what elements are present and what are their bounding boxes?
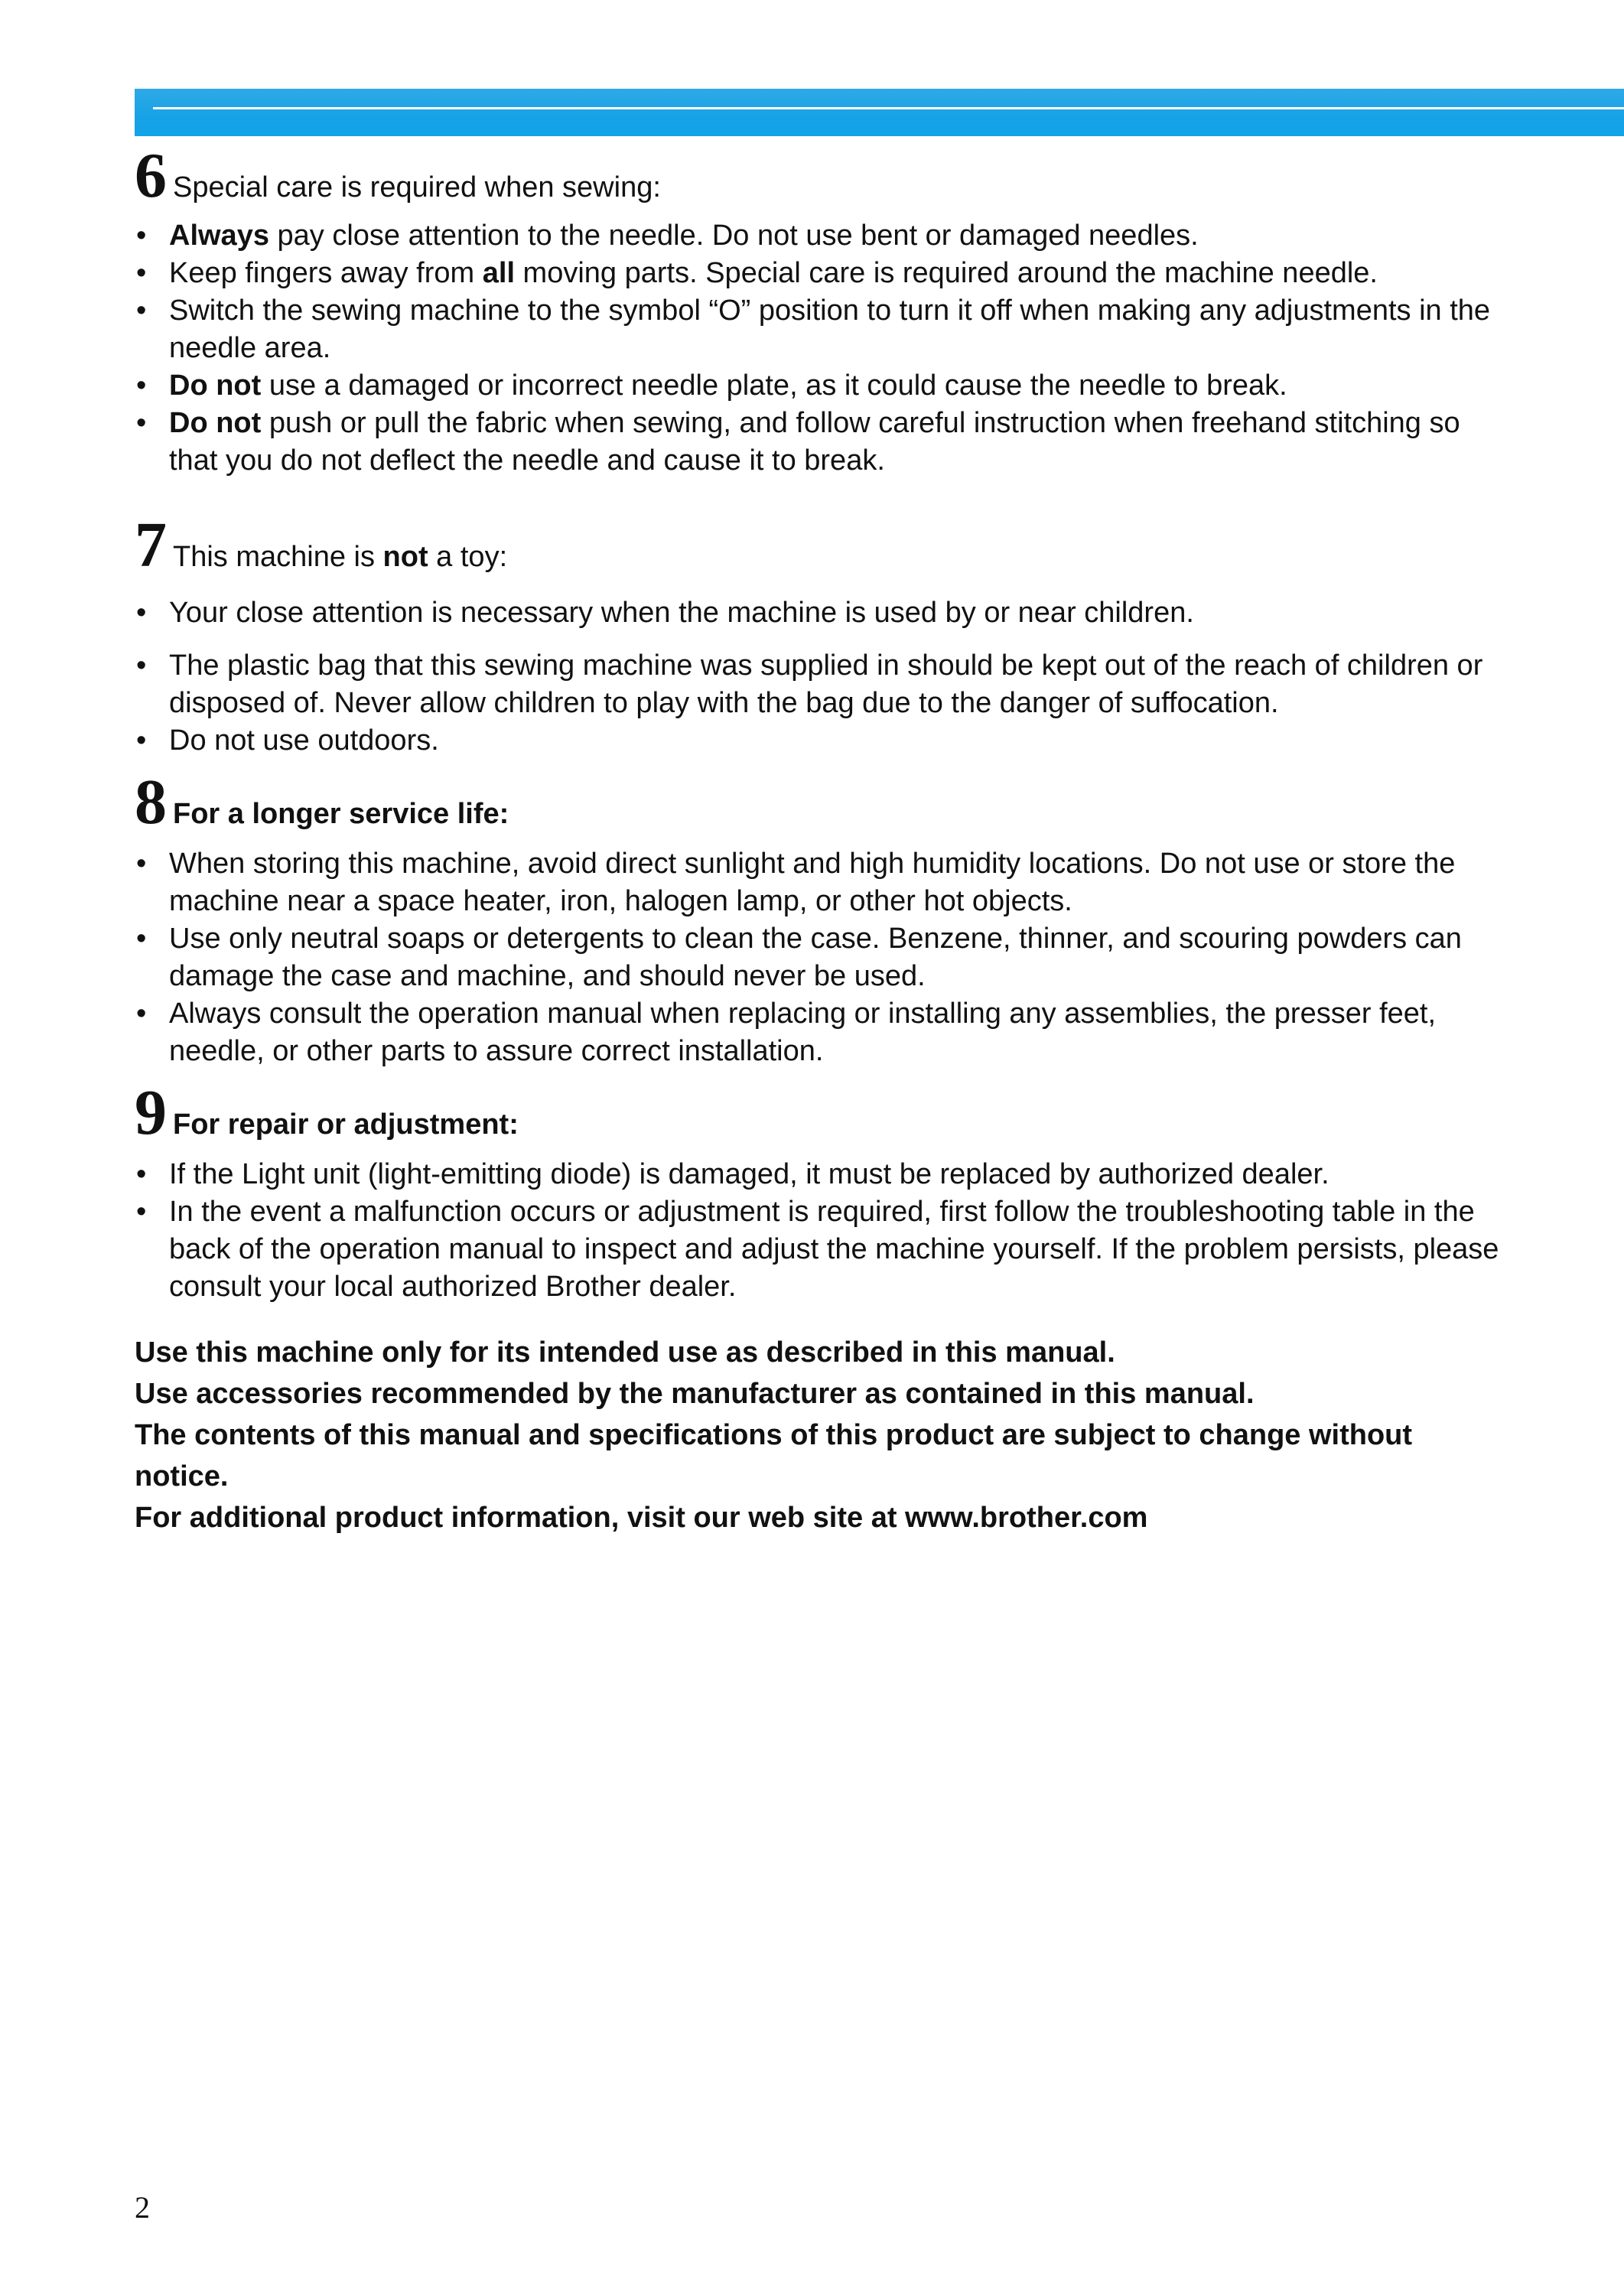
item-text: In the event a malfunction occurs or adjustment is required, first follow the troubleshooting table in the back of the operation manual to inspect and adjust the machine yourself. If the problem persists, please consult your local authorized Brother dealer. — [169, 1196, 1499, 1303]
emphasis: Do not — [169, 407, 262, 439]
section-number: 7 — [135, 509, 167, 581]
section-8 — [135, 767, 1512, 1070]
closing-line: The contents of this manual and specifications of this product are subject to change without notice. — [135, 1419, 1413, 1493]
item-text: Switch the sewing machine to the symbol “O” position to turn it off when making any adjustments in the needle area. — [169, 295, 1491, 364]
item-text: If the Light unit (light-emitting diode) is damaged, it must be replaced by authorized dealer. — [169, 1158, 1329, 1190]
section-number: 9 — [135, 1077, 167, 1148]
closing-line: Use accessories recommended by the manufacturer as contained in this manual. — [135, 1378, 1255, 1410]
list-item — [135, 647, 1512, 722]
section-number: 6 — [135, 140, 167, 211]
emphasis: all — [482, 257, 515, 289]
section-9 — [135, 1077, 1512, 1306]
list-item — [135, 1193, 1512, 1306]
section-7 — [135, 509, 1512, 760]
header-rule — [153, 107, 1624, 109]
bullet-list — [135, 594, 1512, 760]
section-8-heading — [135, 767, 1512, 838]
item-text: use a damaged or incorrect needle plate, as it could cause the needle to break. — [261, 369, 1287, 402]
list-item — [135, 845, 1512, 920]
item-text: Use only neutral soaps or detergents to clean the case. Benzene, thinner, and scouring powders can damage the case and machine, and should never be used. — [169, 923, 1462, 992]
closing-line: For additional product information, visit our web site at www.brother.com — [135, 1502, 1148, 1534]
closing-line: Use this machine only for its intended use as described in this manual. — [135, 1336, 1115, 1369]
item-text: pay close attention to the needle. Do not use bent or damaged needles. — [268, 220, 1199, 252]
list-item — [135, 594, 1512, 632]
list-item — [135, 920, 1512, 995]
list-item — [135, 995, 1512, 1070]
item-text: Always consult the operation manual when replacing or installing any assemblies, the presser feet, needle, or other parts to assure correct installation. — [169, 998, 1437, 1067]
bullet-list — [135, 845, 1512, 1070]
section-number: 8 — [135, 767, 167, 838]
list-item — [135, 405, 1512, 480]
section-title — [173, 539, 507, 575]
emphasis: not — [382, 541, 428, 573]
page-content — [135, 140, 1512, 1538]
item-text: Keep fingers away from — [169, 257, 483, 289]
list-item — [135, 255, 1512, 292]
item-text: push or pull the fabric when sewing, and follow careful instruction when freehand stitching so that you do not deflect the needle and cause it to break. — [169, 407, 1460, 477]
emphasis: Do not — [169, 369, 262, 402]
section-9-heading — [135, 1077, 1512, 1148]
section-title: Special care is required when sewing: — [173, 171, 661, 203]
title-text: a toy: — [428, 541, 508, 573]
item-text: When storing this machine, avoid direct sunlight and high humidity locations. Do not use or store the machine near a space heater, iron, halogen lamp, or other hot objects. — [169, 848, 1456, 917]
list-item — [135, 217, 1512, 255]
closing-notes — [135, 1332, 1512, 1538]
bullet-list — [135, 1156, 1512, 1306]
page-number: 2 — [135, 2190, 150, 2225]
section-6-heading — [135, 140, 1512, 211]
bullet-list — [135, 217, 1512, 480]
emphasis: Always — [169, 220, 269, 252]
item-text: moving parts. Special care is required around the machine needle. — [515, 257, 1378, 289]
header-band — [135, 89, 1624, 136]
item-text: Your close attention is necessary when the machine is used by or near children. — [169, 597, 1194, 629]
list-item — [135, 1156, 1512, 1193]
section-6 — [135, 140, 1512, 480]
list-item — [135, 722, 1512, 760]
list-item — [135, 367, 1512, 405]
item-text: Do not use outdoors. — [169, 724, 439, 757]
section-title: For a longer service life: — [173, 798, 509, 830]
item-text: The plastic bag that this sewing machine was supplied in should be kept out of the reach of children or disposed of. Never allow children to play with the bag due to the danger of suffocation. — [169, 649, 1483, 719]
list-item — [135, 292, 1512, 367]
section-7-heading — [135, 509, 1512, 581]
section-title: For repair or adjustment: — [173, 1108, 519, 1141]
title-text: This machine is — [173, 541, 383, 573]
